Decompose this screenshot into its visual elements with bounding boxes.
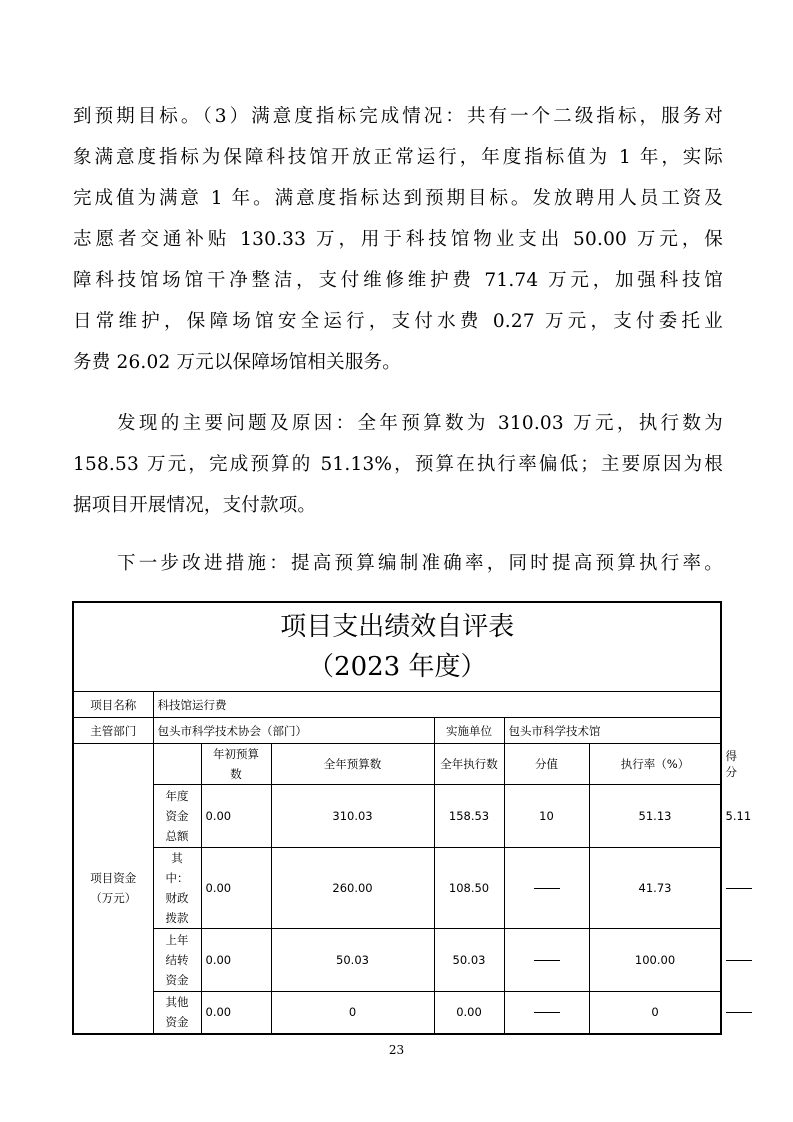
cell-rate: 0 [589,992,721,1034]
text-line: 发现的主要问题及原因：全年预算数为 310.03 万元，执行数为 [117,413,723,434]
impl-label: 实施单位 [434,718,504,744]
table-title-line2: （2023 年度） [308,652,487,682]
dash-mark [534,888,560,889]
header-exec-rate: 执行率（%） [589,744,721,785]
dash-mark [726,888,752,889]
cell-rate: 51.13 [589,785,721,848]
header-score-weight: 分值 [504,744,589,785]
text-line: 志愿者交通补贴 130.33 万，用于科技馆物业支出 50.00 万元，保 [73,229,723,250]
text-line: 务费 26.02 万元以保障场馆相关服务。 [73,352,401,373]
text-line: 日常维护，保障场馆安全运行，支付水费 0.27 万元，支付委托业 [73,311,723,332]
project-name-value: 科技馆运行费 [153,692,721,718]
cell-initial: 0.00 [201,848,271,929]
cell-rate: 100.00 [589,929,721,992]
header-annual-exec: 全年执行数 [434,744,504,785]
text-line: 障科技馆场馆干净整洁，支付维修维护费 71.74 万元，加强科技馆 [73,270,723,291]
table-row: 年度资金总额 0.00 310.03 158.53 10 51.13 5.11 [73,785,721,848]
dept-label: 主管部门 [73,718,153,744]
project-name-label: 项目名称 [73,692,153,718]
row-label: 其中：财政拨款 [153,848,201,929]
table-row [73,848,721,929]
row-label: 上年结转资金 [153,929,201,992]
cell-exec: 0.00 [434,992,504,1034]
cell-weight [504,992,589,1034]
text-line: 象满意度指标为保障科技馆开放正常运行，年度指标值为 1 年，实际 [73,147,723,168]
impl-value: 包头市科学技术馆 [504,718,721,744]
cell-initial: 0.00 [201,929,271,992]
cell-exec: 158.53 [434,785,504,848]
text-line: 据项目开展情况，支付款项。 [73,495,317,516]
funds-label: 项目资金（万元） [73,744,153,1034]
cell-initial: 0.00 [201,785,271,848]
table-row [73,929,721,992]
dash-mark [534,960,560,961]
header-blank [153,744,201,785]
row-label: 年度资金总额 [153,785,201,848]
cell-annual: 50.03 [271,929,434,992]
dash-mark [726,960,752,961]
cell-annual: 0 [271,992,434,1034]
header-initial-budget: 年初预算数 [201,744,271,785]
dept-value: 包头市科学技术协会（部门） [153,718,434,744]
table-title [73,602,721,692]
text-line: 完成值为满意 1 年。满意度指标达到预期目标。发放聘用人员工资及 [73,188,723,209]
cell-weight: 10 [504,785,589,848]
cell-exec: 50.03 [434,929,504,992]
cell-annual: 260.00 [271,848,434,929]
dash-mark [534,1012,560,1013]
dash-mark [726,1012,752,1013]
text-line: 下一步改进措施：提高预算编制准确率，同时提高预算执行率。 [117,553,723,574]
table-title-line1: 项目支出绩效自评表 [280,612,515,642]
cell-initial: 0.00 [201,992,271,1034]
header-annual-budget: 全年预算数 [271,744,434,785]
self-evaluation-table: 项目支出绩效自评表 （2023 年度） 项目名称 科技馆运行费 主管部门 包头市科学技术协会（部门） 实施单位 包头市科学技术馆 项目资金（万元） 年初预算数 全年预算数 全年执行数 分值 执行率（%） 得分 年度资金总额 0.00 310.03 158.53 10 51.13 5.11 其中：财政拨款 0.00 260.00 108.50 41.73 上年结转资金 0.00 50.03 50.03 100.00 其他资金 0.00 0 0.00 0 [72,601,722,1035]
text-line: 158.53 万元，完成预算的 51.13%，预算在执行率偏低；主要原因为根 [73,454,723,475]
page-number: 23 [388,1043,405,1057]
cell-annual: 310.03 [271,785,434,848]
cell-exec: 108.50 [434,848,504,929]
cell-weight [504,929,589,992]
table-row [73,992,721,1034]
cell-weight [504,848,589,929]
row-label: 其他资金 [153,992,201,1034]
cell-rate: 41.73 [589,848,721,929]
text-line: 到预期目标。（3）满意度指标完成情况：共有一个二级指标，服务对 [73,106,723,127]
